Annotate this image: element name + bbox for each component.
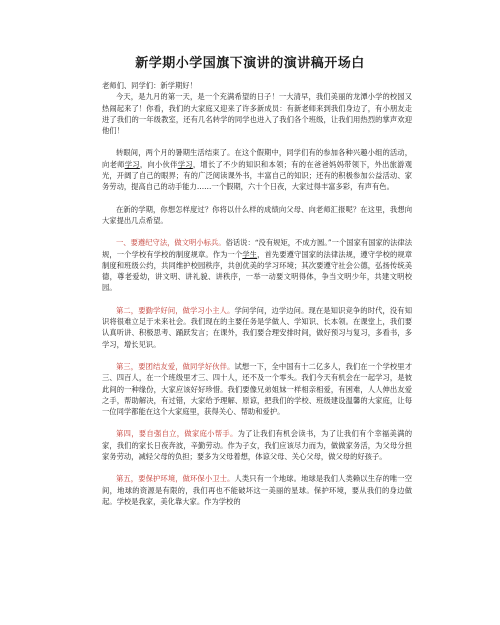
summer-text-b: ，向小伙伴 <box>139 159 178 169</box>
section-2-heading: 第二，要勤学好问，做学习小主人。 <box>116 305 235 315</box>
summer-text-a: 转眼间，两个月的暑期生活结束了。在这个假期中，同学们有的参加各种兴趣小组的活动，向老师 <box>102 148 412 169</box>
paragraph-hopes: 在新的学期，你想怎样度过？你将以什么样的成绩向父母、向老师汇报呢？在这里，我想向大家提出几点希望。 <box>102 204 412 225</box>
paragraph-opening: 今天，是九月的第一天，是一个充满希望的日子！一大清早，我们美丽的龙潭小学的校园又热闹起来了！你看，我们的大家庭又迎来了许多新成员：有新老师来到我们身边了，有小朋友走进了我们的一年级教室，还有几名转学的同学也进入了我们各个班级，让我们用热烈的掌声欢迎他们！ <box>102 92 412 136</box>
greeting-paragraph: 老师们、同学们：新学期好！ <box>102 81 197 90</box>
section-3-paragraph <box>102 361 412 417</box>
section-5-heading: 第五，要保护环境，做环保小卫士。 <box>116 474 235 484</box>
section-1-text-b: ，首先要遵守国家的法律法规，遵守学校的规章制度和班级公约，共同维护校园秩序，共创优美的学习环境；其次要遵守社会公德，弘扬传统美德，尊老爱幼，讲文明、讲礼貌、讲秩序，一举一动要文明得体，争当文明少年，共建文明校园。 <box>102 249 413 293</box>
section-1-text-a: 俗话说：“没有规矩，不成方圆。”一个国家有国家的法律法规，一个学校有学校的制度规章。作为一个 <box>102 238 413 259</box>
section-5-paragraph <box>102 473 412 507</box>
paragraph-summer <box>102 147 412 192</box>
section-4-text: 为了让我们有机会读书，为了让我们有个幸福美满的家，我们的家长日夜奔波，辛勤劳动。作为子女，我们应该尽力而为，做做家务活，为父母分担家务劳动，减轻父母的负担；要多为父母着想，体谅父母、关心父母，做父母的好孩子。 <box>102 429 413 462</box>
page-title: 新学期小学国旗下演讲的演讲稿开场白 <box>135 56 365 71</box>
underlined-word-student: 学生 <box>242 249 258 259</box>
underlined-word-learn-2: 学习 <box>177 159 193 169</box>
section-2-text: 学问学问，边学边问。现在是知识竞争的时代，没有知识将很难立足于未来社会。我们现在的主要任务是学做人、学知识、长本领。在课堂上，我们要认真听讲、积极思考、踊跃发言；在课外，我们要合理安排时间，做好预习与复习，多看书，多学习，增长见识。 <box>102 305 413 349</box>
section-4-paragraph <box>102 428 412 462</box>
section-3-heading: 第三，要团结友爱，做同学好伙伴。 <box>116 361 235 371</box>
section-1-paragraph <box>102 237 412 293</box>
section-2-paragraph <box>102 305 412 350</box>
section-4-heading: 第四，要自强自立，做家庭小帮手。 <box>116 429 238 439</box>
summer-text-c: ，增长了不少的知识和本领；有的在爸爸妈妈带领下，外出旅游观光，开阔了自己的眼界；有的广泛阅读课外书，丰富自己的知识；还有的积极参加公益活动、家务劳动，提高自己的动手能力……一个假期，六十个日夜，大家过得丰富多彩，有声有色。 <box>102 159 413 192</box>
underlined-word-learn-1: 学习 <box>124 159 140 169</box>
section-5-text: 人类只有一个地球。地球是我们人类赖以生存的唯一空间，地球的资源是有限的，我们再也不能破坏这一美丽的星球。保护环境，要从我们的身边做起。学校是我家，美化靠大家。作为学校的 <box>102 474 413 506</box>
speech-body <box>102 80 412 518</box>
section-3-text: 试想一下，全中国有十二亿多人，我们在一个学校里才三、四百人，在一个班级里才三、四十人，还不及一个零头。我们今天有机会在一起学习，是彼此间的一种缘份，大家应该好好珍惜。我们要像兄弟姐妹一样相亲相爱，有困难，人人伸出友爱之手，帮助解决，有过错，大家给予理解、原谅，把我们的学校、班级建设温馨的大家庭，让每一位同学都能在这个大家庭里，获得关心、帮助和爱护。 <box>102 361 413 417</box>
section-1-heading: 一、要遵纪守法，做文明小标兵。 <box>116 238 226 248</box>
